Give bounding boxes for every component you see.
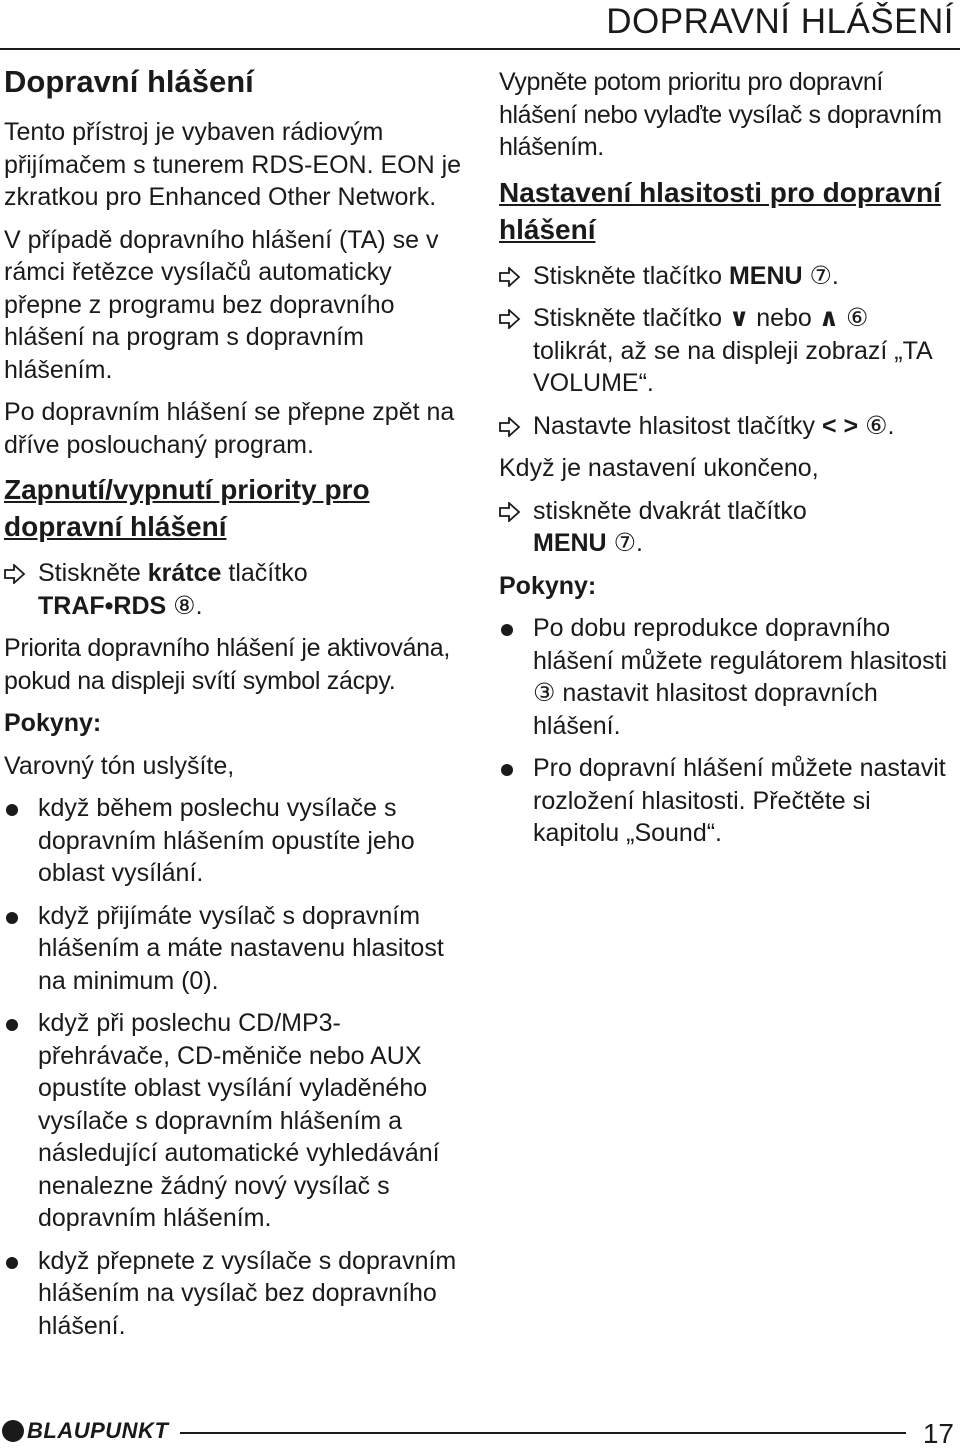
return-paragraph: Po dopravním hlášení se přepne zpět na dříve poslouchaný program. [4,398,455,459]
bullet-text: když přijímáte vysílač s dopravním hlášením a máte nastavenu hlasitost na minimum (0). [38,901,444,995]
reference-number-7: ⑦ [809,261,832,290]
step-press-traf-rds [4,557,466,622]
notes-heading: Pokyny: [499,571,597,600]
step-set-volume [499,410,951,443]
menu-button-label: MENU [533,529,607,557]
list-item [4,1245,466,1343]
arrow-right-outline-icon [499,410,525,446]
bullet-dot-icon [501,764,513,776]
switch-off-paragraph: Vypněte potom prioritu pro dopravní hlášení nebo vylaďte vysílač s dopravním hlášením. [499,68,942,161]
step-text-mid: tlačítko [221,559,308,587]
notes-heading: Pokyny: [4,709,102,737]
logo-text: BLAUPUNKT [27,1418,169,1443]
warning-tone-intro: Varovný tón uslyšíte, [4,751,235,780]
bullet-dot-icon [501,624,513,636]
page-header-title: DOPRAVNÍ HLÁŠENÍ [606,2,954,41]
step-press-menu [499,260,951,293]
footer-divider [180,1432,906,1434]
reference-number-6: ⑥ [865,411,888,440]
step-text-mid: nebo [749,304,819,332]
step-text-end: . [831,261,839,290]
menu-button-label: MENU [728,261,803,290]
step-text-end: . [887,411,895,440]
bullet-dot-icon [6,804,18,816]
list-item [499,752,951,850]
finished-paragraph: Když je nastavení ukončeno, [499,454,819,482]
priority-subheading: Zapnutí/vypnutí priority pro dopravní hlášení [4,474,370,542]
step-text-pre: Stiskněte [38,559,148,587]
page-number: 17 [922,1418,954,1449]
ta-description-paragraph: V případě dopravního hlášení (TA) se v rámci řetězce vysílačů automaticky přepne z programu bez dopravního hlášení na program s dopravním hlášením. [4,225,439,384]
list-item [4,792,466,890]
step-text-post: tolikrát, až se na displeji zobrazí „TA VOLUME“. [533,336,932,397]
traf-rds-button-label: TRAF•RDS [38,591,167,620]
step-text-end: . [635,529,643,557]
bullet-dot-icon [6,912,18,924]
left-column [4,62,466,1352]
bullet-dot-icon [6,1019,18,1031]
chevron-down-icon: ∨ [728,304,750,332]
step-text-pre: Nastavte hlasitost tlačítky [533,411,823,440]
priority-active-paragraph: Priorita dopravního hlášení je aktivována, pokud na displeji svítí symbol zácpy. [4,634,451,695]
brand-logo [2,1418,168,1444]
logo-dot-icon [2,1420,24,1442]
bullet-text: když přepnete z vysílače s dopravním hlášením na vysílač bez dopravního hlášení. [38,1246,457,1340]
right-column [499,66,951,860]
bullet-text: když během poslechu vysílače s dopravním hlášením opustíte jeho oblast vysílání. [38,794,415,887]
bullet-text-pre: Po dobu reprodukce dopravního hlášení můžete regulátorem hlasitosti [533,614,948,675]
left-right-arrows-icon: < > [822,411,859,440]
arrow-right-outline-icon [499,495,525,531]
list-item [499,612,951,742]
step-text-pre: Stiskněte tlačítko [533,304,729,332]
arrow-right-outline-icon [499,260,525,296]
reference-number-7: ⑦ [613,529,636,557]
list-item [4,1007,466,1235]
header-divider [0,48,960,50]
step-press-menu-twice [499,495,951,560]
step-text: Stiskněte tlačítko [533,261,729,290]
reference-number-8: ⑧ [173,591,196,620]
section-heading: Dopravní hlášení [4,64,254,99]
volume-subheading: Nastavení hlasitosti pro dopravní hlášení [499,176,941,245]
arrow-right-outline-icon [4,557,30,593]
arrow-right-outline-icon [499,302,525,338]
bullet-text: Pro dopravní hlášení můžete nastavit rozložení hlasitosti. Přečtěte si kapitolu „Sound“. [533,754,946,847]
step-text-bold: krátce [147,559,222,587]
bullet-text-post: nastavit hlasitost dopravních hlášení. [533,679,878,740]
chevron-up-icon: ∧ [818,304,840,332]
step-text-end: . [195,591,203,620]
intro-paragraph: Tento přístroj je vybaven rádiovým přijímačem s tunerem RDS-EON. EON je zkratkou pro Enhanced Other Network. [4,118,462,211]
bullet-text: když při poslechu CD/MP3-přehrávače, CD-měniče nebo AUX opustíte oblast vysílání vyladěného vysílače s dopravním hlášením a následující automatické vyhledávání nenalezne žádný nový vysílač s dopravním hlášením. [38,1009,440,1232]
list-item [4,900,466,998]
reference-number-6: ⑥ [846,304,869,332]
reference-number-3: ③ [533,679,556,707]
bullet-dot-icon [6,1257,18,1269]
step-text: stiskněte dvakrát tlačítko [533,496,807,525]
step-press-up-down [499,302,951,400]
